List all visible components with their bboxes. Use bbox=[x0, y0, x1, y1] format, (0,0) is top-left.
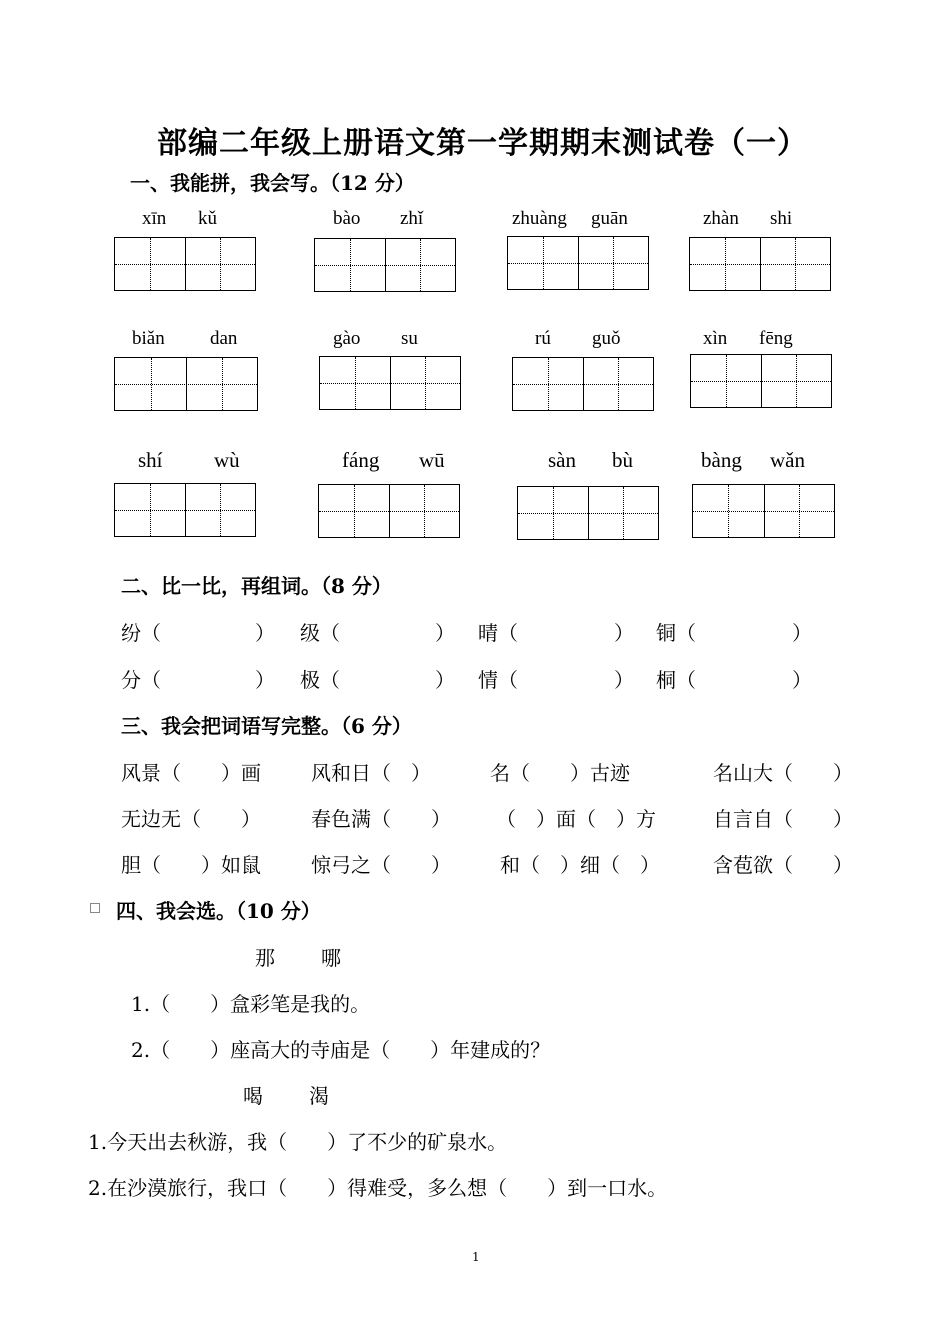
pinyin: fáng bbox=[342, 448, 380, 472]
pinyin: zhǐ bbox=[400, 208, 424, 229]
idiom-blank: 名（ ）古迹 bbox=[490, 761, 630, 785]
pinyin: guān bbox=[591, 208, 628, 229]
idiom-blank: 胆（ ）如鼠 bbox=[121, 853, 261, 877]
idiom-blank: 名山大（ ） bbox=[713, 761, 853, 785]
section-3-heading: 三、我会把词语写完整。（6 分） bbox=[121, 714, 412, 738]
writing-grid[interactable] bbox=[318, 484, 460, 538]
section-1-heading: 一、我能拼，我会写。（12 分） bbox=[130, 171, 415, 195]
pinyin: zhàn bbox=[703, 208, 739, 229]
pinyin: wǎn bbox=[770, 448, 805, 472]
question: 1.今天出去秋游，我（ ）了不少的矿泉水。 bbox=[88, 1130, 508, 1154]
idiom-blank: 和（ ）细（ ） bbox=[500, 853, 660, 877]
writing-grid[interactable] bbox=[512, 357, 654, 411]
idiom-blank: 风景（ ）画 bbox=[121, 761, 261, 785]
section-4-heading: 四、我会选。（10 分） bbox=[116, 899, 321, 923]
writing-grid[interactable] bbox=[114, 237, 256, 291]
writing-grid[interactable] bbox=[690, 354, 832, 408]
pinyin: bù bbox=[612, 448, 633, 472]
paren-close: ） bbox=[255, 621, 275, 645]
word-char: 分（ bbox=[121, 668, 161, 692]
writing-grid[interactable] bbox=[507, 236, 649, 290]
writing-grid[interactable] bbox=[114, 357, 258, 411]
word-char: 情（ bbox=[478, 668, 518, 692]
pinyin: biǎn bbox=[132, 328, 165, 349]
writing-grid[interactable] bbox=[692, 484, 835, 538]
question: 1.（ ）盒彩笔是我的。 bbox=[131, 992, 371, 1016]
word-char: 纷（ bbox=[121, 621, 161, 645]
choice-word: 渴 bbox=[309, 1084, 329, 1108]
page-title: 部编二年级上册语文第一学期期末测试卷（一） bbox=[157, 126, 808, 161]
idiom-blank: （ ）面（ ）方 bbox=[496, 807, 656, 831]
pinyin: guǒ bbox=[592, 328, 621, 349]
paren-close: ） bbox=[435, 668, 455, 692]
paren-close: ） bbox=[255, 668, 275, 692]
writing-grid[interactable] bbox=[689, 237, 831, 291]
paren-close: ） bbox=[614, 621, 634, 645]
word-char: 极（ bbox=[300, 668, 340, 692]
idiom-blank: 惊弓之（ ） bbox=[311, 853, 451, 877]
idiom-blank: 春色满（ ） bbox=[311, 807, 451, 831]
question: 2.在沙漠旅行，我口（ ）得难受，多么想（ ）到一口水。 bbox=[88, 1176, 668, 1200]
pinyin: dan bbox=[210, 328, 238, 349]
section-2-heading: 二、比一比，再组词。（8 分） bbox=[121, 574, 392, 598]
pinyin: wù bbox=[214, 448, 240, 472]
pinyin: xìn bbox=[703, 328, 728, 349]
pinyin: fēng bbox=[759, 328, 793, 349]
pinyin: kǔ bbox=[198, 208, 217, 229]
idiom-blank: 无边无（ ） bbox=[121, 807, 261, 831]
choice-word: 那 bbox=[255, 946, 275, 970]
writing-grid[interactable] bbox=[114, 483, 256, 537]
paren-close: ） bbox=[614, 668, 634, 692]
word-char: 铜（ bbox=[656, 621, 696, 645]
idiom-blank: 风和日（ ） bbox=[311, 761, 431, 785]
paren-close: ） bbox=[792, 668, 812, 692]
pinyin: shi bbox=[770, 208, 793, 229]
writing-grid[interactable] bbox=[314, 238, 456, 292]
idiom-blank: 含苞欲（ ） bbox=[713, 853, 853, 877]
page-number: 1 bbox=[472, 1250, 480, 1264]
word-char: 晴（ bbox=[478, 621, 518, 645]
writing-grid[interactable] bbox=[319, 356, 461, 410]
word-char: 桐（ bbox=[656, 668, 696, 692]
pinyin: bàng bbox=[701, 448, 742, 472]
pinyin: bào bbox=[333, 208, 361, 229]
pinyin: zhuàng bbox=[512, 208, 567, 229]
choice-word: 喝 bbox=[243, 1084, 263, 1108]
checkbox-icon[interactable] bbox=[90, 903, 100, 913]
writing-grid[interactable] bbox=[517, 486, 659, 540]
pinyin: rú bbox=[535, 328, 551, 349]
question: 2.（ ）座高大的寺庙是（ ）年建成的？ bbox=[131, 1038, 551, 1062]
pinyin: wū bbox=[419, 448, 445, 472]
paren-close: ） bbox=[435, 621, 455, 645]
pinyin: shí bbox=[138, 448, 163, 472]
idiom-blank: 自言自（ ） bbox=[713, 807, 853, 831]
pinyin: gào bbox=[333, 328, 361, 349]
pinyin: xīn bbox=[142, 208, 167, 229]
pinyin: su bbox=[401, 328, 418, 349]
choice-word: 哪 bbox=[321, 946, 341, 970]
paren-close: ） bbox=[792, 621, 812, 645]
pinyin: sàn bbox=[548, 448, 576, 472]
word-char: 级（ bbox=[300, 621, 340, 645]
